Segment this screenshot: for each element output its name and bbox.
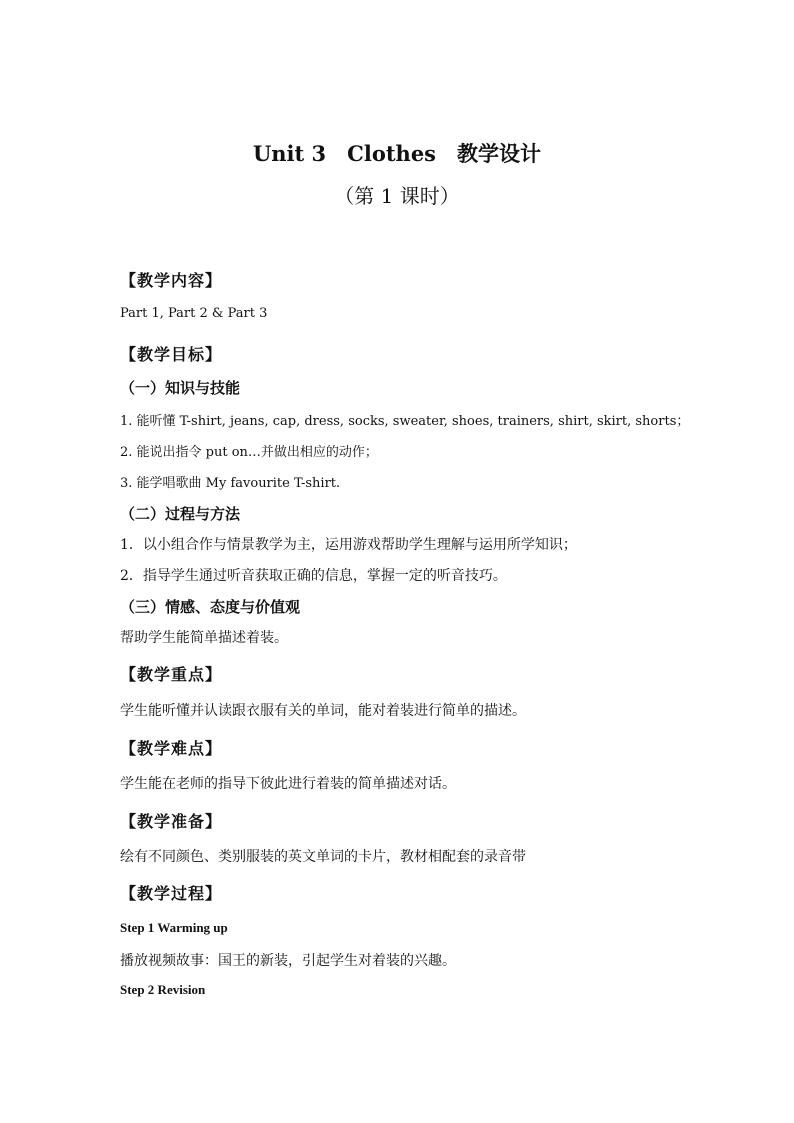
knowledge-heading: （一）知识与技能 bbox=[120, 379, 241, 397]
emotion-heading: （三）情感、态度与价值观 bbox=[120, 598, 301, 616]
step1-title: Step 1 Warming up bbox=[120, 920, 228, 935]
process-item: 1．以小组合作与情景教学为主，运用游戏帮助学生理解与运用所学知识； bbox=[120, 537, 577, 553]
process-item: 2．指导学生通过听音获取正确的信息，掌握一定的听音技巧。 bbox=[120, 568, 507, 584]
knowledge-item: 3. 能学唱歌曲 My favourite T-shirt. bbox=[120, 476, 341, 491]
knowledge-item: 1. 能听懂 T-shirt, jeans, cap, dress, socks, sweater, shoes, trainers, shirt, skirt, shorts； bbox=[120, 414, 690, 429]
objectives-heading: 【教学目标】 bbox=[120, 345, 223, 364]
document-subtitle: （第 1 课时） bbox=[334, 184, 460, 208]
document-title: Unit 3 Clothes 教学设计 bbox=[252, 141, 542, 166]
key-heading: 【教学重点】 bbox=[120, 665, 223, 684]
difficult-text: 学生能在老师的指导下彼此进行着装的简单描述对话。 bbox=[120, 776, 456, 792]
content-heading: 【教学内容】 bbox=[120, 271, 223, 290]
prep-heading: 【教学准备】 bbox=[120, 812, 223, 831]
procedure-heading: 【教学过程】 bbox=[120, 884, 223, 903]
knowledge-item: 2. 能说出指令 put on…并做出相应的动作； bbox=[120, 445, 378, 460]
step1-text: 播放视频故事：国王的新装，引起学生对着装的兴趣。 bbox=[120, 953, 456, 969]
key-text: 学生能听懂并认读跟衣服有关的单词，能对着装进行简单的描述。 bbox=[120, 703, 526, 719]
content-text: Part 1, Part 2 & Part 3 bbox=[120, 306, 268, 321]
prep-text: 绘有不同颜色、类别服装的英文单词的卡片，教材相配套的录音带 bbox=[120, 849, 526, 865]
step2-title: Step 2 Revision bbox=[120, 982, 206, 997]
process-heading: （二）过程与方法 bbox=[120, 505, 241, 523]
emotion-text: 帮助学生能简单描述着装。 bbox=[120, 630, 288, 646]
difficult-heading: 【教学难点】 bbox=[120, 739, 223, 758]
